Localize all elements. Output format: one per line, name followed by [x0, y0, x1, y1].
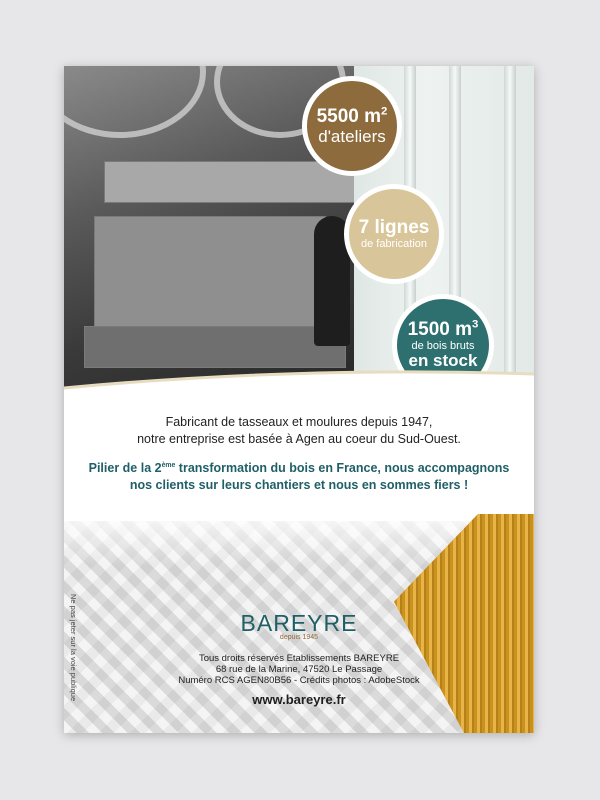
stat-label: de fabrication	[360, 237, 428, 250]
flyer-page	[64, 66, 534, 733]
slogan-line: Pilier de la 2ème transformation du bois en France, nous accompagnons	[88, 461, 510, 475]
stat-value: 7 lignes	[358, 216, 430, 238]
stat-label: d'ateliers	[318, 126, 386, 146]
website-link[interactable]: www.bareyre.fr	[252, 692, 346, 707]
machine-base	[84, 326, 346, 368]
stat-label-strong: en stock	[408, 351, 478, 370]
legal-info	[64, 653, 534, 686]
side-note: Ne pas jeter sur la voie publique	[69, 594, 78, 702]
stat-production-lines	[344, 184, 444, 284]
company-logo: BAREYRE	[240, 610, 358, 636]
legal-line: 68 rue de la Marine, 47520 Le Passage	[215, 664, 383, 675]
intro-line: Fabricant de tasseaux et moulures depuis 1947,	[165, 415, 433, 429]
machine-body	[94, 216, 326, 328]
stat-value: 5500 $m^2$	[316, 105, 388, 127]
slogan-text	[64, 460, 534, 494]
slogan-line: nos clients sur leurs chantiers et nous en sommes fiers !	[129, 478, 469, 492]
moulding-strip	[504, 66, 516, 388]
legal-line: Numéro RCS AGEN80B56 - Crédits photos : AdobeStock	[178, 675, 420, 686]
stat-label: de bois bruts	[411, 340, 475, 352]
wave-divider	[64, 366, 534, 406]
stat-workshop-area	[302, 76, 402, 176]
footer	[64, 611, 534, 707]
intro-line: notre entreprise est basée à Agen au coeur du Sud-Ouest.	[137, 432, 461, 446]
intro-text	[64, 414, 534, 448]
stat-value: 1500 $m^3$	[407, 318, 479, 340]
logo-tagline: depuis 1945	[279, 634, 319, 641]
machine-hood	[104, 161, 356, 203]
legal-line: Tous droits réservés Etablissements BAREYRE	[198, 653, 400, 664]
workshop-photo	[64, 66, 534, 388]
